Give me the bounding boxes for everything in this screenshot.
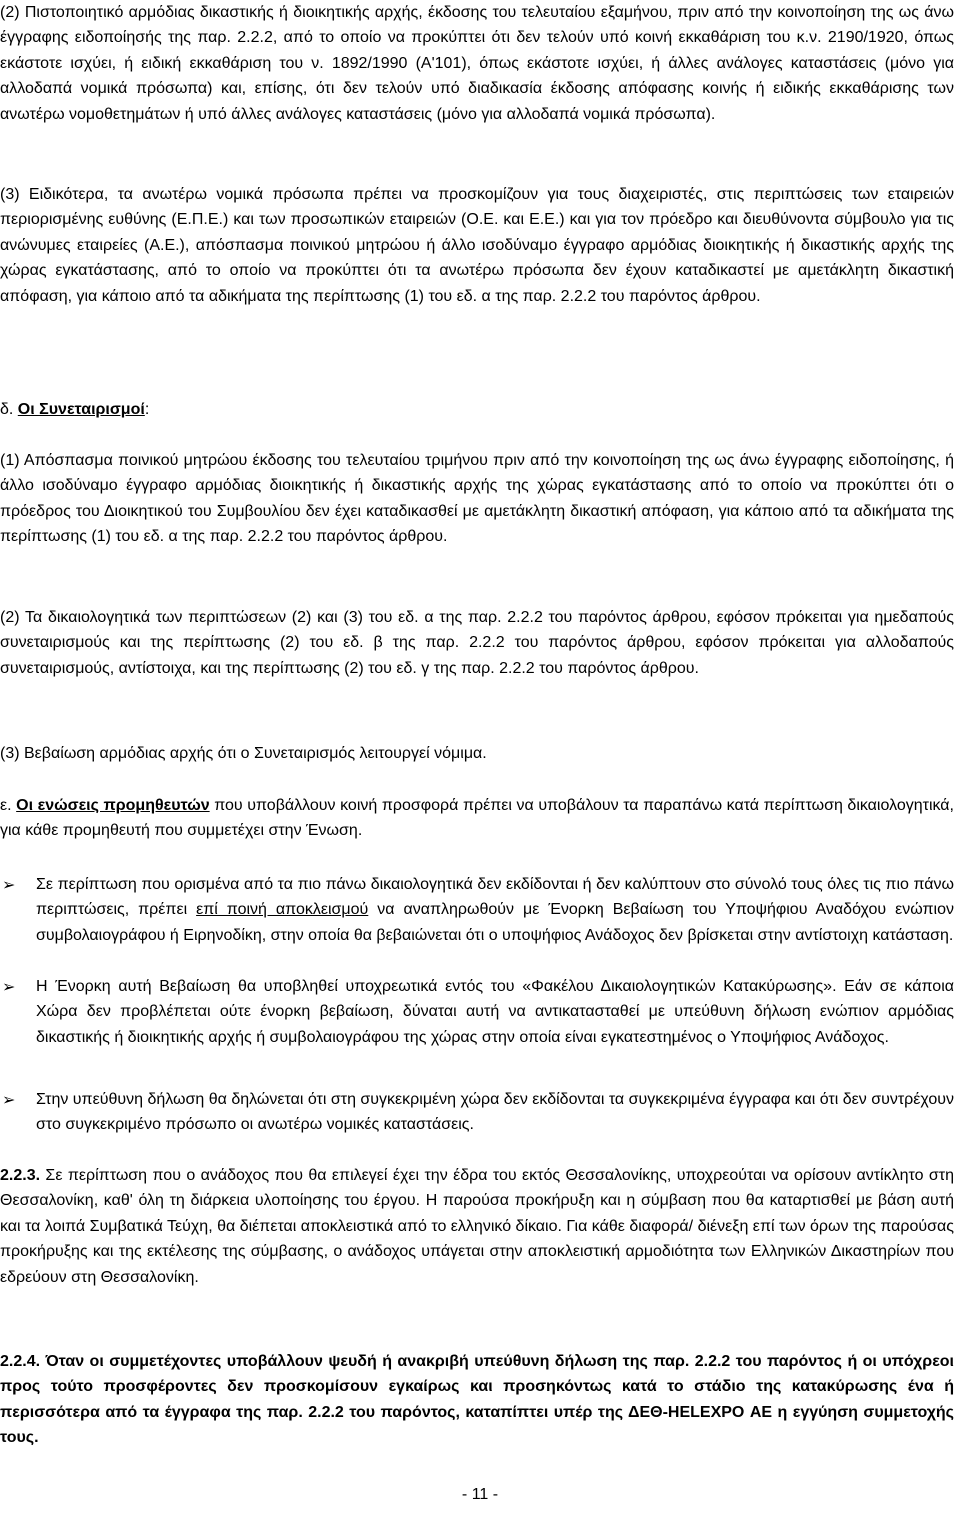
heading-cooperatives-prefix: δ. — [0, 401, 18, 418]
heading-cooperatives — [0, 397, 954, 422]
arrow-bullet-icon: ➢ — [2, 1092, 16, 1109]
section-2-2-3-text: Σε περίπτωση που ο ανάδοχος που θα επιλεγεί έχει την έδρα του εκτός Θεσσαλονίκης, υποχρεούται να ορίσουν αντίκλητο στη Θεσσαλονίκη, καθ' όλη τη διάρκεια υλοποίησης του έργου. Η παρούσα προκήρυξη και η σύμβαση που θα καταρτισθεί με βάση αυτή και τα λοιπά Συμβατικά Τεύχη, θα διέπεται αποκλειστικά από το ελληνικό δίκαιο. Για κάθε διαφορά/ διένεξη επί των όρων της παρούσας προκήρυξης και της εκτέλεσης της σύμβασης, ο ανάδοχος υπάγεται στην αποκλειστική αρμοδιότητα των Ελληνικών Δικαστηρίων που εδρεύουν στη Θεσσαλονίκη. — [0, 1167, 954, 1286]
bullet-text: Στην υπεύθυνη δήλωση θα δηλώνεται ότι στη συγκεκριμένη χώρα δεν εκδίδονται τα συγκεκριμένα έγγραφα και ότι δεν συντρέχουν στο συγκεκριμένο πρόσωπο οι ανωτέρω νομικές καταστάσεις. — [36, 1091, 954, 1134]
heading-cooperatives-title: Οι Συνεταιρισμοί — [17, 401, 145, 418]
arrow-bullet-icon: ➢ — [2, 979, 16, 996]
heading-cooperatives-colon: : — [144, 401, 150, 418]
paragraph-legal-persons-criminal-record: (3) Ειδικότερα, τα ανωτέρω νομικά πρόσωπα πρέπει να προσκομίζουν για τους διαχειριστές, στις περιπτώσεις των εταιρειών περιορισμένης ευθύνης (Ε.Π.Ε.) και των προσωπικών εταιρειών (Ο.Ε. και Ε.Ε.) και για τον πρόεδρο και διευθύνοντα σύμβουλο για τις ανώνυμες εταιρείες (Α.Ε.), απόσπασμα ποινικού μητρώου ή άλλο ισοδύναμο έγγραφο αρμόδιας διοικητικής ή δικαστικής αρχής της χώρας εγκατάστασης, από το οποίο να προκύπτει ότι τα ανωτέρω πρόσωπα δεν έχουν καταδικαστεί με αμετάκλητη δικαστική απόφαση, για κάποιο από τα αδικήματα της περίπτωσης (1) του εδ. α της παρ. 2.2.2 του παρόντος άρθρου. — [0, 186, 954, 305]
underlined-exclusion-phrase: επί ποινή αποκλεισμού — [196, 901, 369, 919]
paragraph-supplier-unions — [0, 793, 954, 844]
bullet-item-sworn-submission — [0, 974, 954, 1050]
supplier-unions-text: που υποβάλλουν κοινή προσφορά πρέπει να υποβάλουν τα παραπάνω κατά περίπτωση δικαιολογητικά, για κάθε προμηθευτή που συμμετέχει στην Ένωση. — [0, 797, 954, 840]
arrow-bullet-icon: ➢ — [2, 877, 16, 894]
section-2-2-3-number: 2.2.3. — [0, 1167, 41, 1184]
paragraph-cooperatives-2: (2) Τα δικαιολογητικά των περιπτώσεων (2) και (3) του εδ. α της παρ. 2.2.2 του παρόντος άρθρου, εφόσον πρόκειται για ημεδαπούς συνεταιρισμούς και της περίπτωσης (2) του εδ. β της παρ. 2.2.2 του παρόντος άρθρου, εφόσον πρόκειται για αλλοδαπούς συνεταιρισμούς, αντίστοιχα, και της περίπτωσης (2) του εδ. γ της παρ. 2.2.2 του παρόντος άρθρου. — [0, 609, 954, 677]
supplier-unions-title: Οι ενώσεις προμηθευτών — [16, 797, 210, 814]
paragraph-cooperatives-1: (1) Απόσπασμα ποινικού μητρώου έκδοσης του τελευταίου τριμήνου πριν από την κοινοποίηση της ως άνω έγγραφης ειδοποίησης, ή άλλο ισοδύναμο έγγραφο αρμόδιας διοικητικής ή δικαστικής αρχής της χώρας εγκατάστασης από το οποίο να προκύπτει ότι ο πρόεδρος του Διοικητικού του Συμβουλίου δεν έχει καταδικασθεί με αμετάκλητη δικαστική απόφαση, για κάποιο από τα αδικήματα της περίπτωσης (1) του εδ. α της παρ. 2.2.2 του παρόντος άρθρου. — [0, 452, 954, 546]
bullet-text-part: να αναπληρωθούν με Ένορκη Βεβαίωση του Υποψήφιου Αναδόχου ενώπιον συμβολαιογράφου ή Ειρηνοδίκη, στην οποία θα βεβαιώνεται ότι ο υποψήφιος Ανάδοχος δεν βρίσκεται στην αντίστοιχη κατάσταση. — [36, 901, 954, 944]
bullet-item-sworn-declaration — [0, 872, 954, 948]
bullet-text: Η Ένορκη αυτή Βεβαίωση θα υποβληθεί υποχρεωτικά εντός του «Φακέλου Δικαιολογητικών Κατακύρωσης». Εάν σε κάποια Χώρα δεν προβλέπεται ούτε ένορκη βεβαίωση, δύναται αυτή να αντικατασταθεί με υπεύθυνη δήλωση ενώπιον αρμόδιας δικαστικής ή διοικητικής αρχής ή συμβολαιογράφου της χώρας στην οποία είναι εγκατεστημένος ο Υποψήφιος Ανάδοχος. — [36, 978, 954, 1046]
supplier-unions-prefix: ε. — [0, 797, 17, 814]
bullet-text-part: Σε περίπτωση που ορισμένα από τα πιο πάνω δικαιολογητικά δεν εκδίδονται ή δεν καλύπτουν στο σύνολό τους όλες τις πιο πάνω περιπτώσεις, πρέπει — [36, 876, 954, 919]
bullet-item-responsible-declaration — [0, 1087, 954, 1138]
paragraph-certificate-liquidation: (2) Πιστοποιητικό αρμόδιας δικαστικής ή διοικητικής αρχής, έκδοσης του τελευταίου εξαμήνου, πριν από την κοινοποίηση της ως άνω έγγραφης ειδοποίησής της παρ. 2.2.2, από το οποίο να προκύπτει ότι δεν τελούν υπό κοινή εκκαθάριση του κ.ν. 2190/1920, όπως εκάστοτε ισχύει, ή ειδική εκκαθάριση του ν. 1892/1990 (Α'101), όπως εκάστοτε ισχύει, ή άλλες ανάλογες καταστάσεις (μόνο για αλλοδαπά νομικά πρόσωπα) και, επίσης, ότι δεν τελούν υπό διαδικασία έκδοσης απόφασης κοινής ή ειδικής εκκαθάρισης των ανωτέρω νομοθετημάτων ή υπό άλλες ανάλογες καταστάσεις (μόνο για αλλοδαπά νομικά πρόσωπα). — [0, 4, 954, 123]
section-2-2-4: 2.2.4. Όταν οι συμμετέχοντες υποβάλλουν ψευδή ή ανακριβή υπεύθυνη δήλωση της παρ. 2.2.2 του παρόντος ή οι υπόχρεοι προς τούτο προσφέροντες δεν προσκομίσουν εγκαίρως και προσηκόντως κατά το στάδιο της κατακύρωσης ένα ή περισσότερα από τα έγγραφα της παρ. 2.2.2 του παρόντος, καταπίπτει υπέρ της ΔΕΘ-HELEXPO ΑΕ η εγγύηση συμμετοχής τους. — [0, 1353, 954, 1447]
section-2-2-3 — [0, 1163, 954, 1290]
bullet-text — [36, 872, 954, 948]
paragraph-cooperatives-3: (3) Βεβαίωση αρμόδιας αρχής ότι ο Συνεταιρισμός λειτουργεί νόμιμα. — [0, 745, 487, 762]
page-number: - 11 - — [461, 1486, 499, 1503]
